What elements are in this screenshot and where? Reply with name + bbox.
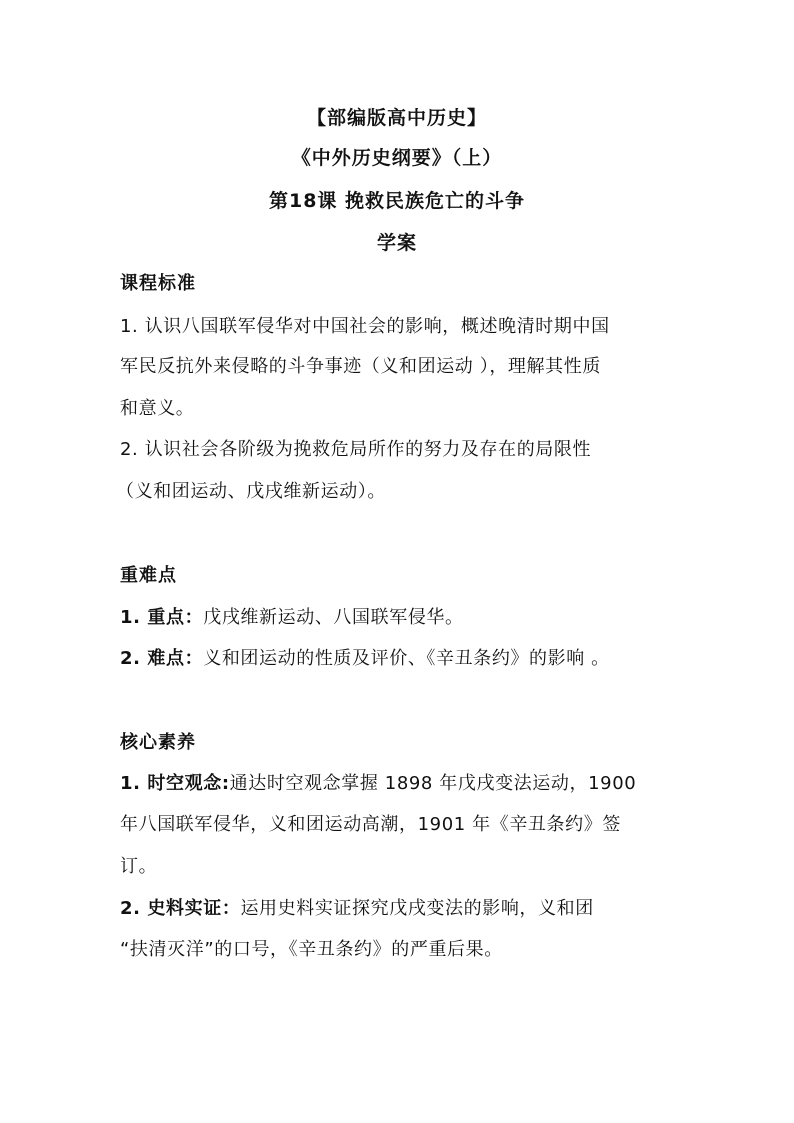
keypoint-text: 戊戌维新运动、八国联军侵华。 [203,607,464,628]
keypoint-item [120,647,610,671]
keypoint-label: 2. 难点： [120,648,204,669]
literacy-line: 年八国联军侵华，义和团运动高潮，1901 年《辛丑条约》签 [120,814,621,835]
standards-line: （义和团运动、戊戌维新运动）。 [116,481,386,502]
literacy-label: 1. 时空观念: [120,773,230,794]
keypoint-label: 1. 重点： [120,607,204,628]
keypoint-text: 义和团运动的性质及评价、《辛丑条约》的影响 。 [203,648,610,669]
literacy-line [120,772,636,796]
literacy-line: “扶清灭洋”的口号，《辛丑条约》的严重后果。 [120,939,503,960]
book-title: 《中外历史纲要》（上） [291,147,503,169]
literacy-heading: 核心素养 [120,732,196,753]
literacy-text: 通达时空观念掌握 1898 年戊戌变法运动，1900 [229,773,637,794]
standards-heading: 课程标准 [120,273,196,294]
lesson-title: 第18课 挽救民族危亡的斗争 [268,190,526,212]
keypoint-item [120,606,464,630]
series-title: 【部编版高中历史】 [306,107,487,129]
standards-line: 军民反抗外来侵略的斗争事迹（义和团运动 ），理解其性质 [120,356,601,377]
doc-type-title: 学案 [376,232,417,254]
standards-line: 2. 认识社会各阶级为挽救危局所作的努力及存在的局限性 [120,439,592,460]
standards-line: 和意义。 [120,398,195,419]
literacy-label: 2. 史料实证： [120,898,241,919]
keypoints-heading: 重难点 [120,565,177,586]
literacy-line [120,897,594,921]
standards-line: 1. 认识八国联军侵华对中国社会的影响，概述晚清时期中国 [120,316,610,337]
literacy-text: 运用史料实证探究戊戌变法的影响，义和团 [240,898,594,919]
literacy-line: 订。 [120,856,158,877]
